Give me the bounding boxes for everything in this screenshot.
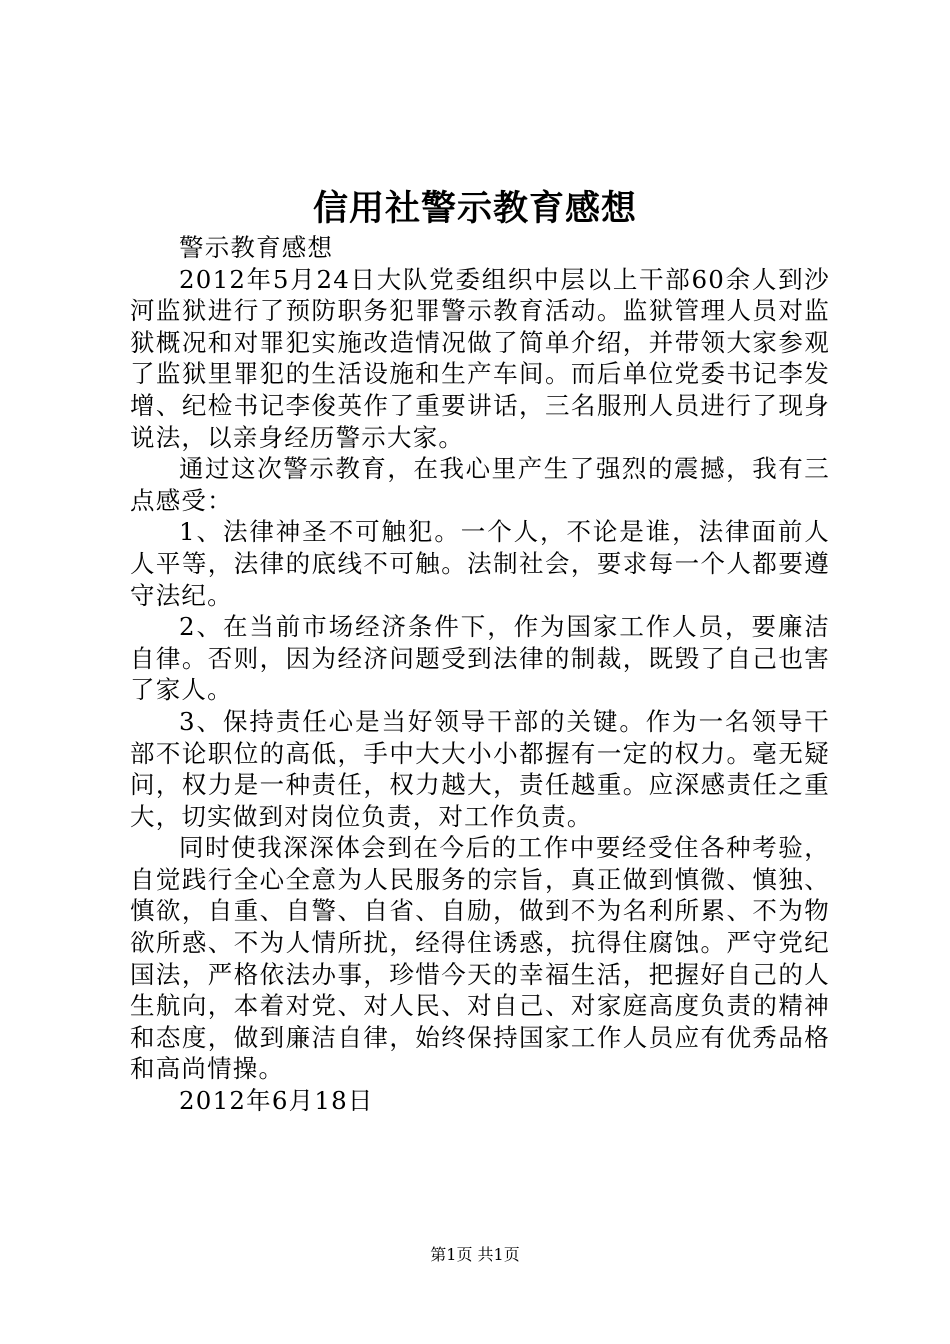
intro-paragraph: 2012年5月24日大队党委组织中层以上干部60余人到沙河监狱进行了预防职务犯罪警示教育活动。监狱管理人员对监狱概况和对罪犯实施改造情况做了简单介绍，并带领大家参观了监狱里罪犯的生活设施和生产车间。而后单位党委书记李发增、纪检书记李俊英作了重要讲话，三名服刑人员进行了现身说法，以亲身经历警示大家。	[130, 264, 830, 452]
document-body	[130, 232, 830, 1117]
page-number-footer: 第1页 共1页	[430, 1245, 520, 1264]
date-paragraph: 2012年6月18日	[179, 1086, 374, 1116]
point-3-paragraph: 3、保持责任心是当好领导干部的关键。作为一名领导干部不论职位的高低，手中大大小小都握有一定的权力。毫无疑问，权力是一种责任，权力越大，责任越重。应深感责任之重大，切实做到对岗位负责，对工作负责。	[130, 706, 830, 831]
page-title: 信用社警示教育感想	[312, 188, 637, 229]
conclusion-paragraph: 同时使我深深体会到在今后的工作中要经受住各种考验，自觉践行全心全意为人民服务的宗旨，真正做到慎微、慎独、慎欲，自重、自警、自省、自励，做到不为名利所累、不为物欲所惑、不为人情所扰，经得住诱惑，抗得住腐蚀。严守党纪国法，严格依法办事，珍惜今天的幸福生活，把握好自己的人生航向，本着对党、对人民、对自己、对家庭高度负责的精神和态度，做到廉洁自律，始终保持国家工作人员应有优秀品格和高尚情操。	[130, 833, 830, 1084]
subtitle-paragraph: 警示教育感想	[179, 233, 334, 262]
point-1-paragraph: 1、法律神圣不可触犯。一个人，不论是谁，法律面前人人平等，法律的底线不可触。法制社会，要求每一个人都要遵守法纪。	[130, 517, 830, 610]
point-2-paragraph: 2、在当前市场经济条件下，作为国家工作人员，要廉洁自律。否则，因为经济问题受到法律的制裁，既毁了自己也害了家人。	[130, 612, 830, 705]
feelings-intro-paragraph: 通过这次警示教育，在我心里产生了强烈的震撼，我有三点感受：	[130, 454, 830, 515]
